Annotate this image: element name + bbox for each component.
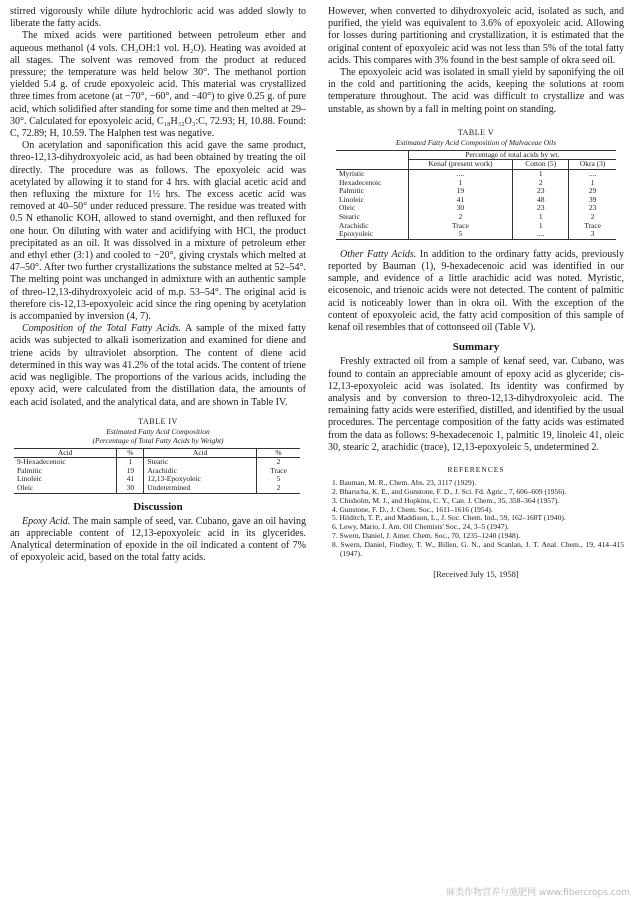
cell: Palmitic — [17, 465, 42, 475]
cell: 41 — [117, 475, 144, 484]
received-date: [Received July 15, 1958] — [433, 569, 519, 580]
table-row — [336, 222, 616, 231]
left-column — [10, 6, 306, 565]
reference-item: 1. Bauman, M. R., Chem. Abs. 23, 3117 (1929). — [332, 478, 477, 488]
cell: 9-Hexadecenoic — [17, 457, 66, 467]
section-run-in-heading: Composition of the Total Fatty Acids. — [22, 323, 182, 335]
paragraph-text: A sample of the mixed fatty acids was subjected to alkali isomerization and examined for diene and triene acids by ultraviolet absorption. The content of diene acid determined in this way was 41.2% of the total acids. The content of triene acid was negligible. The proportions of the various acids, including the epoxy acid, were calculated from the distillation data, the amounts of each acid isolated, and the analytical data, and are shown in Table IV. — [10, 323, 307, 408]
column-group-header: Percentage of total acids by wt. — [408, 150, 616, 160]
cell: .... — [513, 230, 569, 239]
paragraph-text: In addition to the ordinary fatty acids, previously reported by Bauman (1), 9-hexadecenoic acid was identified in our sample, and evidence of a little arachidic acid was noted. Myristic, eicosenoic, and trienoic acids were not detected. The content of palmitic acid is noticeably lower than in okra oil. With the exception of the content of epoxyoleic acid, the fatty acid composition of this sample of kenaf oil resembles that of cottonseed oil (Table V). — [328, 248, 624, 333]
column-header: Kenaf (present work) — [408, 160, 513, 170]
cell: 2 — [513, 179, 569, 188]
reference-item: 3. Chisholm, M. J., and Hopkins, C. Y., Can. J. Chem., 35, 358–364 (1957). — [332, 495, 560, 505]
cell: 23 — [569, 204, 616, 213]
cell: 5 — [408, 230, 513, 239]
cell: 2 — [569, 213, 616, 222]
cell: 1 — [513, 213, 569, 222]
table-row — [336, 204, 616, 213]
cell: 3 — [569, 230, 616, 239]
column-header: Acid — [144, 448, 257, 458]
right-column — [328, 6, 624, 581]
table-row — [336, 179, 616, 188]
column-header: Okra (3) — [569, 160, 616, 170]
paragraph: The mixed acids were partitioned between petroleum ether and aqueous methanol (4 vols. CH₃OH:1 vol. H₂O). Heating was avoided at all stages. The solvent was removed from the product at reduced pressure; the temperature was held below 30°. The methanol portion yielded 5.4 g. of crude epoxyoleic acid. This material was crystallized three times from acetone (at −70°, −60°, and −40°) to give 0.25 g. of pure acid, which solidified after standing for some time and then melted at 29–30°. Calculated for epoxyoleic acid, C₁₈H₃₂O₃:C, 72.93; H, 10.88. Found: C, 72.89; H, 10.59. The Halphen test was negative. — [10, 30, 306, 140]
table-subtitle: (Percentage of Total Fatty Acids by Weight) — [92, 435, 224, 445]
cell: 23 — [513, 204, 569, 213]
cell: 19 — [408, 187, 513, 196]
cell: 2 — [408, 213, 513, 222]
reference-item: 2. Bharucha, K. E., and Gunstone, F. D., J. Sci. Fd. Agric., 7, 606–609 (1956). — [332, 487, 567, 497]
cell: 48 — [513, 196, 569, 205]
table-subtitle: Estimated Fatty Acid Composition of Malvaceae Oils — [395, 137, 557, 147]
reference-item: 6. Lewy, Mario, J. Am. Oil Chemists' Soc., 24, 3–5 (1947). — [332, 522, 509, 532]
table-row — [336, 187, 616, 196]
cell: Oleic — [14, 484, 117, 493]
cell: .... — [408, 170, 513, 179]
table-title: TABLE IV — [138, 416, 178, 426]
cell: 12,13-Epoxyoleic — [144, 475, 257, 484]
cell: Epoxyoleic — [336, 230, 408, 239]
section-run-in-heading: Other Fatty Acids. — [340, 248, 417, 260]
paragraph — [328, 249, 624, 334]
table-iv — [14, 448, 300, 494]
cell: 29 — [569, 187, 616, 196]
reference-item: 8. Swern, Daniel, Findley, T. W., Billen, G. N., and Scanlan, J. T. Anal. Chem., 19, 414–415 (1947). — [332, 539, 624, 558]
table-v — [336, 150, 616, 240]
table-row — [14, 484, 300, 493]
cell: Stearic — [144, 458, 257, 467]
cell: 19 — [117, 467, 144, 476]
section-heading: Summary — [452, 341, 500, 354]
column-header: Cotton (5) — [513, 160, 569, 170]
cell: Arachidic — [144, 467, 257, 476]
cell: Stearic — [339, 211, 360, 221]
references-heading: REFERENCES — [447, 465, 505, 475]
cell: 23 — [513, 187, 569, 196]
section-run-in-heading: Epoxy Acid. — [22, 515, 71, 527]
paragraph: The epoxyoleic acid was isolated in small yield by saponifying the oil in the cold and partitioning the acids, keeping the solutions at room temperature throughout. The acid was difficult to crystallize and was unstable, as shown by a fall in melting point on standing. — [328, 67, 624, 115]
cell: Hexadecenoic — [339, 177, 382, 187]
table-row — [336, 213, 616, 222]
paper-page — [10, 6, 632, 890]
site-watermark: 麻类作物营养与施肥网 www.fibercrops.com — [446, 888, 630, 898]
reference-item: 5. Hilditch, T. P., and Maddison, L., J. Soc. Chem. Ind., 59, 162–168T (1940). — [332, 513, 566, 523]
cell: Trace — [257, 467, 300, 476]
cell: 2 — [257, 484, 300, 493]
cell: Trace — [569, 222, 616, 231]
cell: 1 — [408, 179, 513, 188]
paragraph: Freshly extracted oil from a sample of kenaf seed, var. Cubano, was found to contain an appreciable amount of epoxy acid as glyceride; cis-12,13-epoxyoleic acid was isolated. Its identity was confirmed by analysis and by conversion to threo-12,13-dihydroxyoleic acid. The remaining fatty acids were esterified, distilled, and identified by the usual procedures. The percentage composition of the fatty acids was estimated from the data as follows: 9-hexadecenoic 1, palmitic 19, linoleic 41, oleic 30, stearic 2, arachidic (trace), 12,13-epoxyoleic 5, undetermined 2. — [328, 356, 624, 453]
table-row — [336, 230, 616, 239]
cell: 30 — [408, 204, 513, 213]
reference-item: 4. Gunstone, F. D., J. Chem. Soc., 1611–1616 (1954). — [332, 504, 493, 514]
cell: 1 — [513, 170, 569, 179]
reference-item: 7. Swern, Daniel, J. Amer. Chem. Soc., 70, 1235–1240 (1948). — [332, 531, 521, 540]
cell: Linoleic — [339, 194, 364, 204]
paragraph — [10, 323, 306, 408]
cell: 39 — [569, 196, 616, 205]
cell: 41 — [408, 196, 513, 205]
cell: 30 — [117, 484, 144, 493]
paragraph-text: The main sample of seed, var. Cubano, gave an oil having an appreciable content of 12,13-epoxyoleic acid in its glycerides. Analytical determination of epoxide in the oil indicated a content of 7% of epoxyoleic acid, based on the total fatty acids. — [10, 515, 306, 564]
column-header: % — [117, 448, 144, 458]
table-subtitle: Estimated Fatty Acid Composition — [106, 426, 210, 436]
cell: Undetermined — [144, 484, 257, 493]
cell: Palmitic — [339, 186, 364, 196]
cell: Trace — [408, 222, 513, 231]
paragraph — [10, 516, 306, 565]
column-header: Acid — [14, 448, 117, 458]
paragraph: On acetylation and saponification this acid gave the same product, threo-12,13-dihydroxyoleic acid, as had been obtained by treating the oil directly. The procedure was as follows. The epoxyoleic acid was acetylated by allowing it to stand for 4 hrs. with glacial acetic acid and then refluxing the mixture for 1½ hrs. The excess acetic acid was removed at 40–50° under reduced pressure. The residue was treated with 0.5 N ethanolic KOH, allowed to stand overnight, and then refluxed for one hour. On diluting with water and acidifying with HCl, the product precipitated as an oil. It was dissolved in a mixture of petroleum ether and ethyl ether (3:1) and cooled to −20°, giving crystals which melted at 47–50°. After two further crystallizations the substance melted at 52–54°. The melting point was unchanged in admixture with an authentic sample of threo-12,13-dihydroxyoleic acid of m.p. 53–54°. The original acid is therefore cis-12,13-epoxyoleic acid since the ring opening by acetylation is accompanied by inversion (4, 7). — [10, 140, 306, 323]
cell: 1 — [569, 179, 616, 188]
section-heading: Discussion — [133, 500, 183, 513]
cell: 1 — [513, 222, 569, 231]
cell: Oleic — [339, 203, 356, 213]
reference-list — [328, 479, 624, 558]
table-title: TABLE V — [457, 127, 495, 137]
paragraph: However, when converted to dihydroxyoleic acid, isolated as such, and purified, the yield was equivalent to 3.6% of epoxyoleic acid. Allowing for losses during partitioning and crystallization, it is estimated that the original content of epoxyoleic acid was not less than 5% of the total fatty acids. This compares with 3% found in the best sample of okra seed oil. — [328, 6, 624, 66]
paragraph: stirred vigorously while dilute hydrochloric acid was added slowly to liberate the fatty acids. — [10, 6, 306, 30]
cell: 2 — [257, 458, 300, 467]
cell: .... — [569, 170, 616, 179]
column-header: % — [257, 448, 300, 458]
cell: 5 — [257, 475, 300, 484]
column-header — [336, 150, 408, 169]
cell: 1 — [117, 458, 144, 467]
cell: Linoleic — [17, 474, 42, 484]
cell: Myristic — [339, 169, 365, 179]
table-row — [336, 196, 616, 205]
cell: Arachidic — [339, 220, 369, 230]
